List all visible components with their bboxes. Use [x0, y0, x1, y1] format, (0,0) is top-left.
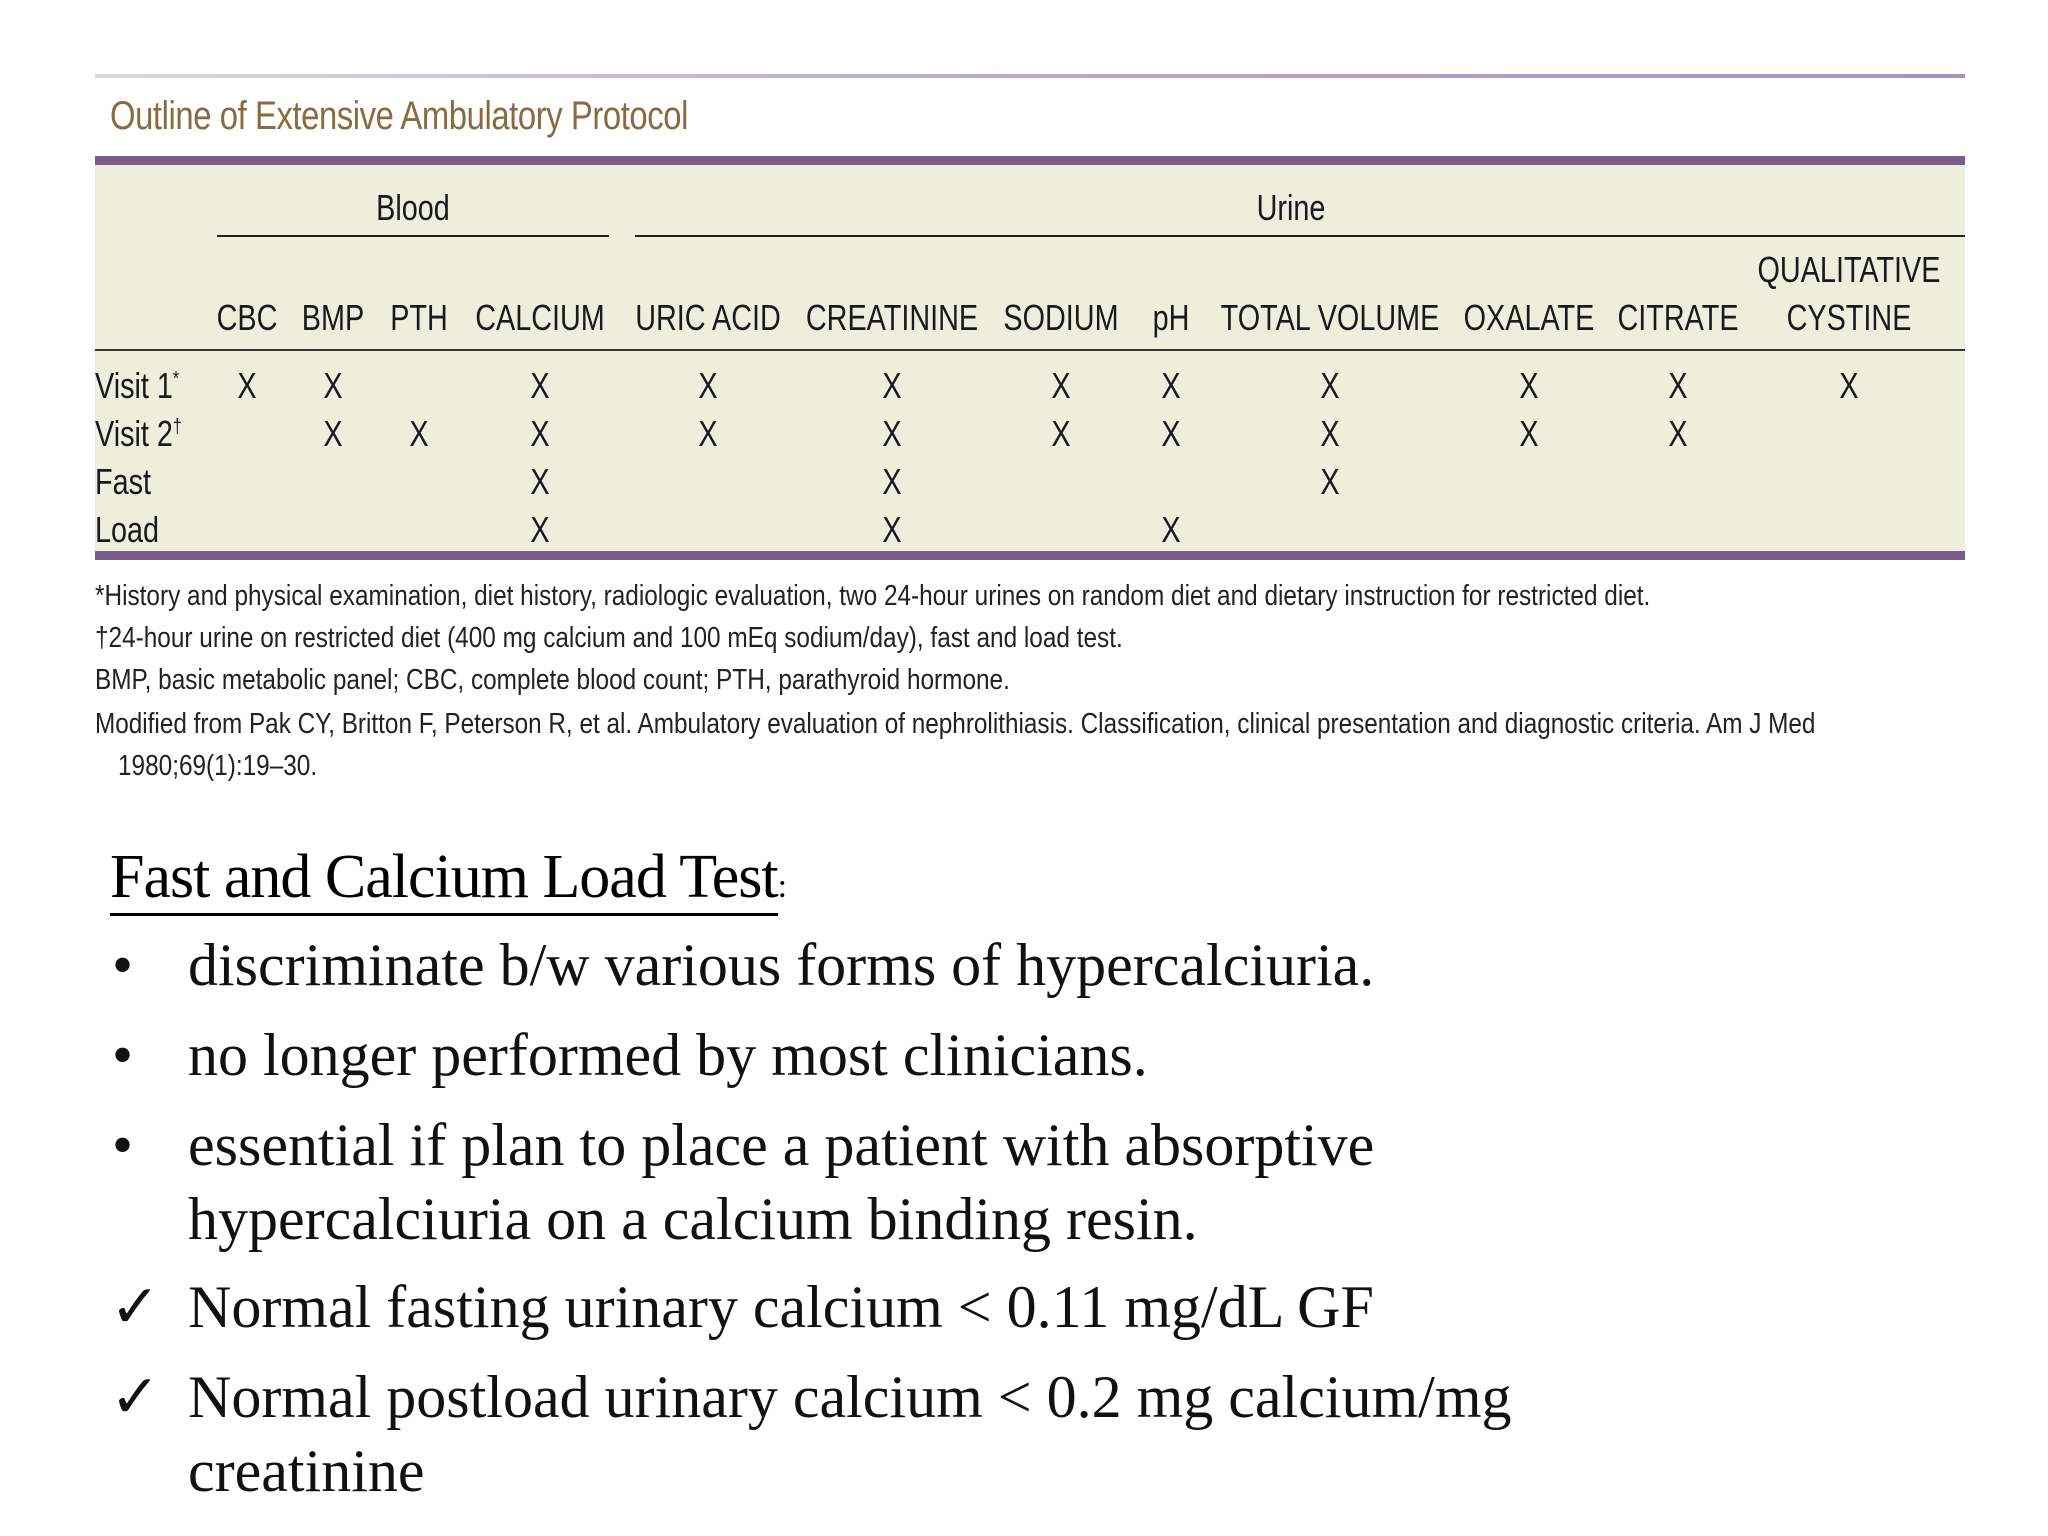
table-cell: X: [237, 365, 257, 406]
bullet-text: [188, 1270, 1888, 1344]
table-cell: X: [1668, 365, 1688, 406]
table-cell: X: [530, 461, 550, 502]
column-header: TOTAL VOLUME: [1220, 297, 1440, 338]
table-cell: X: [409, 413, 429, 454]
table-cell: X: [1519, 413, 1539, 454]
table-cell: X: [1320, 365, 1340, 406]
protocol-table: [95, 156, 1965, 560]
row-label-text: Load: [95, 509, 160, 550]
bullet-text: [188, 1108, 1888, 1256]
group-rule-urine: [635, 235, 1965, 237]
checkmark-icon: ✓: [110, 1364, 161, 1430]
table-cell: X: [882, 461, 902, 502]
column-header: SODIUM: [1003, 297, 1119, 338]
table-cell: X: [530, 365, 550, 406]
column-qualifier: QUALITATIVE: [1757, 249, 1941, 290]
group-header-blood: Blood: [376, 187, 450, 228]
table-cell: X: [530, 509, 550, 550]
bullet-icon: •: [112, 932, 134, 998]
table-cell: X: [882, 509, 902, 550]
table-cell: X: [698, 413, 718, 454]
column-header: URIC ACID: [635, 297, 781, 338]
column-header: CALCIUM: [475, 297, 605, 338]
column-header: CYSTINE: [1786, 297, 1912, 338]
header-rule: [95, 349, 1965, 351]
bullet-line: essential if plan to place a patient with absorptive: [188, 1112, 1375, 1178]
table-cell: X: [1320, 461, 1340, 502]
group-header-urine: Urine: [1256, 187, 1326, 228]
table-cell: X: [1320, 413, 1340, 454]
section-title: Fast and Calcium Load Test: [110, 843, 778, 916]
column-header: BMP: [301, 297, 365, 338]
table-cell: X: [1519, 365, 1539, 406]
table-cell: X: [1161, 365, 1181, 406]
section-colon: :: [777, 868, 787, 905]
table-cell: X: [1668, 413, 1688, 454]
table-cell: X: [530, 413, 550, 454]
column-header: pH: [1152, 297, 1190, 338]
column-header: CREATININE: [805, 297, 979, 338]
table-cell: X: [323, 413, 343, 454]
bullet-line: hypercalciuria on a calcium binding resin.: [188, 1186, 1198, 1252]
row-label-footnote-mark: †: [172, 416, 182, 438]
table-cell: X: [882, 413, 902, 454]
table-cell: X: [323, 365, 343, 406]
table-cell: X: [1161, 509, 1181, 550]
bullet-text: [188, 928, 1888, 1002]
table-cell: X: [698, 365, 718, 406]
checkmark-icon: ✓: [110, 1274, 161, 1340]
table-title: Outline of Extensive Ambulatory Protocol: [110, 94, 688, 138]
table-cell: X: [1839, 365, 1859, 406]
footnote-visit2: †24-hour urine on restricted diet (400 mg calcium and 100 mEq sodium/day), fast and load test.: [95, 622, 1123, 654]
footnote-abbreviations: BMP, basic metabolic panel; CBC, complete blood count; PTH, parathyroid hormone.: [95, 664, 1010, 696]
table-cell: X: [1051, 413, 1071, 454]
top-divider: [95, 74, 1965, 78]
section-heading: [110, 842, 786, 913]
bullet-text: [188, 1018, 1888, 1092]
table-cell: X: [882, 365, 902, 406]
bullet-line: Normal fasting urinary calcium < 0.11 mg/dL GF: [188, 1274, 1374, 1340]
column-header: CITRATE: [1617, 297, 1739, 338]
table-cell: X: [1051, 365, 1071, 406]
column-header: OXALATE: [1463, 297, 1595, 338]
bullet-line: discriminate b/w various forms of hypercalciuria.: [188, 932, 1375, 998]
bullet-line: no longer performed by most clinicians.: [188, 1022, 1148, 1088]
footnote-source-citation: 1980;69(1):19–30.: [118, 750, 318, 782]
row-label-text: Visit 1: [95, 365, 173, 406]
bullet-line: Normal postload urinary calcium < 0.2 mg calcium/mg: [188, 1364, 1512, 1430]
bullet-line: creatinine: [188, 1438, 425, 1504]
row-label-text: Visit 2: [95, 413, 173, 454]
row-label-text: Fast: [95, 461, 152, 502]
bullet-icon: •: [112, 1022, 134, 1088]
footnote-source: Modified from Pak CY, Britton F, Peterson R, et al. Ambulatory evaluation of nephrolithiasis. Classification, clinical presentation and diagnostic criteria. Am J Med: [95, 708, 1816, 740]
footnote-visit1: *History and physical examination, diet history, radiologic evaluation, two 24-hour urines on random diet and dietary instruction for restricted diet.: [95, 580, 1651, 612]
row-label: [95, 509, 159, 551]
group-rule-blood: [217, 235, 609, 237]
column-header: PTH: [390, 297, 448, 338]
row-label: [95, 461, 151, 503]
bullet-text: [188, 1360, 1888, 1508]
row-label-footnote-mark: *: [172, 368, 180, 390]
bullet-icon: •: [112, 1112, 134, 1178]
table-cell: X: [1161, 413, 1181, 454]
column-header: CBC: [216, 297, 278, 338]
